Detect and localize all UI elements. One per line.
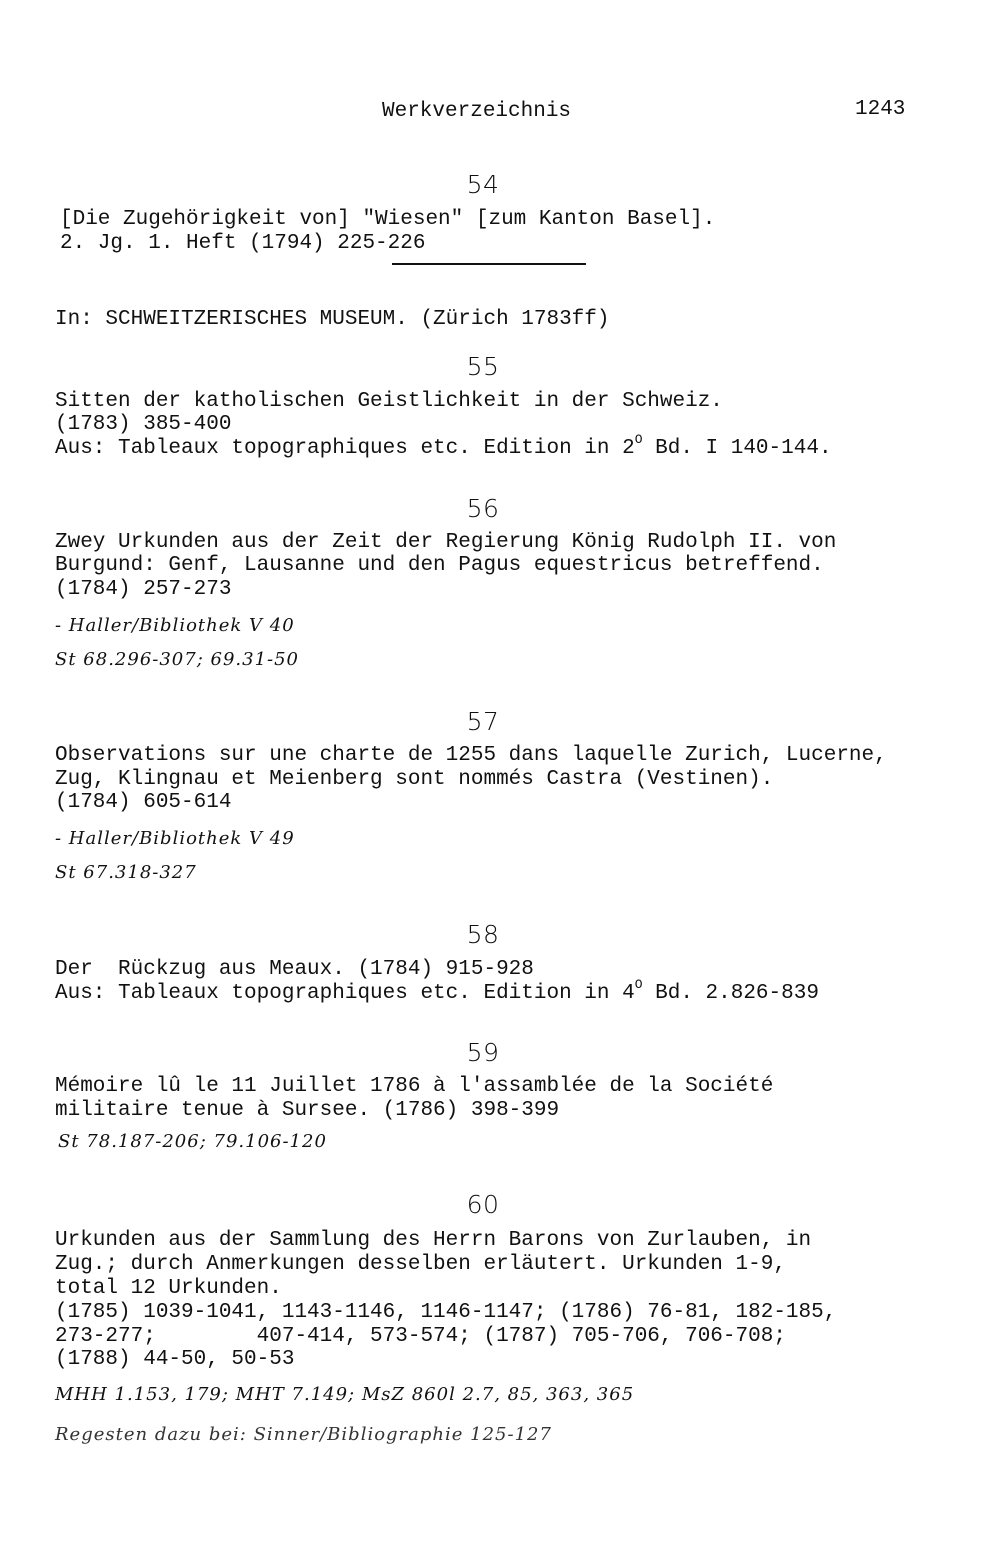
entry-54-citation: 2. Jg. 1. Heft (1794) 225-226 bbox=[60, 232, 426, 255]
entry-56-handwritten-note: St 68.296-307; 69.31-50 bbox=[55, 649, 300, 670]
entry-58-source-note bbox=[55, 977, 819, 1006]
entry-56-title-line-2: Burgund: Genf, Lausanne und den Pagus equestricus betreffend. bbox=[55, 554, 824, 577]
entry-number-60: 60 bbox=[466, 1190, 500, 1219]
entry-60-citation-line-1: (1785) 1039-1041, 1143-1146, 1146-1147; (1786) 76-81, 182-185, bbox=[55, 1301, 837, 1324]
entry-58-title: Der Rückzug aus Meaux. (1784) 915-928 bbox=[55, 958, 534, 981]
entry-57-citation: (1784) 605-614 bbox=[55, 791, 232, 814]
entry-56-title-line-1: Zwey Urkunden aus der Zeit der Regierung König Rudolph II. von bbox=[55, 531, 837, 554]
entry-60-citation-line-2: 273-277; 407-414, 573-574; (1787) 705-706, 706-708; bbox=[55, 1325, 786, 1348]
entry-60-citation-line-3: (1788) 44-50, 50-53 bbox=[55, 1348, 295, 1371]
source-heading: In: SCHWEITZERISCHES MUSEUM. (Zürich 1783ff) bbox=[55, 308, 610, 331]
entry-57-title-line-2: Zug, Klingnau et Meienberg sont nommés Castra (Vestinen). bbox=[55, 768, 774, 791]
entry-number-55: 55 bbox=[466, 352, 500, 381]
entry-56-reference: - Haller/Bibliothek V 40 bbox=[55, 615, 295, 636]
entry-58-aus-text: Aus: Tableaux topographiques etc. Edition in 4 bbox=[55, 982, 635, 1005]
running-header-title: Werkverzeichnis bbox=[382, 100, 572, 123]
entry-55-source-note bbox=[55, 432, 832, 461]
entry-59-handwritten-note: St 78.187-206; 79.106-120 bbox=[58, 1131, 327, 1152]
entry-55-title: Sitten der katholischen Geistlichkeit in der Schweiz. bbox=[55, 390, 723, 413]
entry-60-title-line-2: Zug.; durch Anmerkungen desselben erläutert. Urkunden 1-9, bbox=[55, 1253, 786, 1276]
entry-58-aus-volume: Bd. 2.826-839 bbox=[642, 982, 819, 1005]
entry-59-title-line-2: militaire tenue à Sursee. (1786) 398-399 bbox=[55, 1099, 560, 1122]
entry-60-title-line-3: total 12 Urkunden. bbox=[55, 1277, 282, 1300]
section-divider bbox=[392, 263, 586, 265]
entry-55-format-degree: O bbox=[634, 432, 643, 447]
entry-57-title-line-1: Observations sur une charte de 1255 dans laquelle Zurich, Lucerne, bbox=[55, 744, 887, 767]
entry-60-handwritten-note: MHH 1.153, 179; MHT 7.149; MsZ 860l 2.7, 85, 363, 365 bbox=[55, 1384, 635, 1405]
entry-number-59: 59 bbox=[466, 1038, 500, 1067]
entry-54-title: [Die Zugehörigkeit von] "Wiesen" [zum Kanton Basel]. bbox=[60, 208, 716, 231]
entry-57-handwritten-note: St 67.318-327 bbox=[55, 862, 197, 883]
entry-60-title-line-1: Urkunden aus der Sammlung des Herrn Barons von Zurlauben, in bbox=[55, 1229, 812, 1252]
entry-number-58: 58 bbox=[466, 920, 500, 949]
entry-60-regesten-reference: Regesten dazu bei: Sinner/Bibliographie 125-127 bbox=[55, 1424, 552, 1445]
entry-number-57: 57 bbox=[466, 707, 500, 736]
entry-55-aus-text: Aus: Tableaux topographiques etc. Edition in 2 bbox=[55, 437, 635, 460]
page-number: 1243 bbox=[855, 98, 906, 121]
entry-55-aus-volume: Bd. I 140-144. bbox=[642, 437, 832, 460]
entry-57-reference: - Haller/Bibliothek V 49 bbox=[55, 828, 295, 849]
entry-59-title-line-1: Mémoire lû le 11 Juillet 1786 à l'assamblée de la Société bbox=[55, 1075, 774, 1098]
entry-58-format-degree: O bbox=[634, 977, 643, 992]
entry-56-citation: (1784) 257-273 bbox=[55, 578, 232, 601]
entry-number-54: 54 bbox=[466, 170, 500, 199]
entry-55-citation: (1783) 385-400 bbox=[55, 413, 232, 436]
entry-number-56: 56 bbox=[466, 494, 500, 523]
